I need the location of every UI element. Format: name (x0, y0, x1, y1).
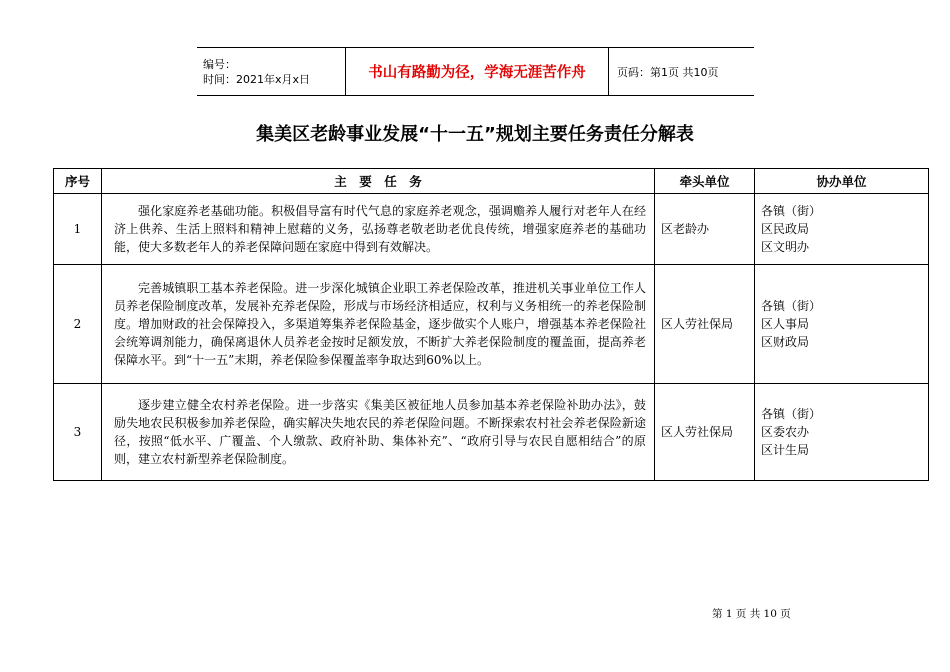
row-lead: 区人劳社保局 (655, 265, 755, 384)
row-assist (755, 194, 929, 265)
table-row (54, 194, 929, 265)
time-label: 时间：2021年x月x日 (203, 72, 311, 86)
page-title: 集美区老龄事业发展“十一五”规划主要任务责任分解表 (256, 124, 694, 145)
row-assist (755, 265, 929, 384)
motto: 书山有路勤为径，学海无涯苦作舟 (346, 48, 609, 96)
row-lead: 区老龄办 (655, 194, 755, 265)
assist-unit: 各镇（街） (761, 204, 822, 218)
assist-unit: 区委农办 (761, 425, 810, 439)
row-lead: 区人劳社保局 (655, 384, 755, 481)
page-info: 页码：第1页 共10页 (609, 48, 755, 96)
assist-unit: 各镇（街） (761, 299, 822, 313)
header-num: 序号 (54, 169, 102, 194)
assist-unit: 区财政局 (761, 335, 810, 349)
row-task: 逐步建立健全农村养老保险。进一步落实《集美区被征地人员参加基本养老保险补助办法》，鼓励失地农民积极参加养老保险，确实解决失地农民的养老保险问题。不断探索农村社会养老保险新途径，按照“低水平、广覆盖、个人缴款、政府补助、集体补充”、“政府引导与农民自愿相结合”的原则，建立农村新型养老保险制度。 (102, 384, 655, 481)
header-assist: 协办单位 (755, 169, 929, 194)
row-num: 2 (54, 265, 102, 384)
assist-unit: 区计生局 (761, 443, 810, 457)
assist-unit: 区文明办 (761, 240, 810, 254)
page-footer: 第 1 页 共 10 页 (712, 608, 791, 620)
assist-unit: 区民政局 (761, 222, 810, 236)
row-task: 完善城镇职工基本养老保险。进一步深化城镇企业职工养老保险改革，推进机关事业单位工作人员养老保险制度改革，发展补充养老保险，形成与市场经济相适应，权利与义务相统一的养老保险制度。增加财政的社会保障投入，多渠道筹集养老保险基金，逐步做实个人账户，增强基本养老保险社会统筹调剂能力，确保离退休人员养老金按时足额发放，不断扩大养老保险制度的覆盖面，提高养老保障水平。到“十一五”末期，养老保险参保覆盖率争取达到60%以上。 (102, 265, 655, 384)
header-lead: 牵头单位 (655, 169, 755, 194)
task-table (53, 168, 929, 481)
document-header (197, 47, 754, 96)
table-row (54, 265, 929, 384)
row-num: 1 (54, 194, 102, 265)
row-task: 强化家庭养老基础功能。积极倡导富有时代气息的家庭养老观念，强调赡养人履行对老年人在经济上供养、生活上照料和精神上慰藉的义务，弘扬尊老敬老助老优良传统，增强家庭养老的基础功能，使大多数老年人的养老保障问题在家庭中得到有效解决。 (102, 194, 655, 265)
row-num: 3 (54, 384, 102, 481)
row-assist (755, 384, 929, 481)
table-header-row (54, 169, 929, 194)
table-row (54, 384, 929, 481)
header-meta (197, 48, 346, 96)
assist-unit: 区人事局 (761, 317, 810, 331)
header-task: 主 要 任 务 (102, 169, 655, 194)
assist-unit: 各镇（街） (761, 407, 822, 421)
number-label: 编号： (203, 57, 236, 71)
